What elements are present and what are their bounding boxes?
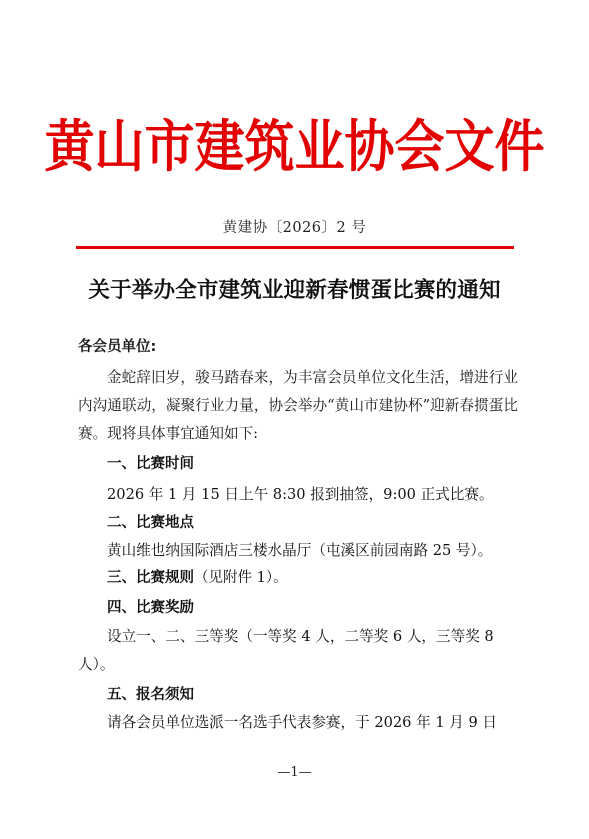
section-awards-heading: 四、比赛奖励 bbox=[107, 600, 194, 616]
section-signup-text: 请各会员单位选派一名选手代表参赛，于 2026 年 1 月 9 日 bbox=[107, 714, 498, 731]
section-place-text: 黄山维也纳国际酒店三楼水晶厅（屯溪区前园南路 25 号）。 bbox=[107, 542, 493, 559]
page-number: —1— bbox=[277, 765, 312, 780]
red-divider-line bbox=[76, 246, 514, 249]
section-awards-text-line2: 人）。 bbox=[78, 656, 115, 673]
section-time-text: 2026 年 1 月 15 日上午 8:30 报到抽签，9:00 正式比赛。 bbox=[107, 486, 494, 503]
salutation: 各会员单位: bbox=[78, 339, 157, 355]
section-rules-line bbox=[107, 566, 547, 587]
document-number: 黄建协〔2026〕2 号 bbox=[222, 220, 367, 236]
section-rules-heading: 三、比赛规则 bbox=[107, 570, 194, 586]
section-signup-heading: 五、报名须知 bbox=[107, 687, 194, 703]
section-rules-note: （见附件 1）。 bbox=[194, 570, 288, 586]
section-time-heading: 一、比赛时间 bbox=[107, 456, 194, 472]
section-place-heading: 二、比赛地点 bbox=[107, 515, 194, 531]
notice-title: 关于举办全市建筑业迎新春惯蛋比赛的通知 bbox=[88, 278, 501, 303]
masthead-title: 黄山市建筑业协会文件 bbox=[44, 113, 545, 180]
intro-paragraph: 金蛇辞旧岁，骏马踏春来，为丰富会员单位文化生活，增进行业内沟通联动，凝聚行业力量，协会举办“黄山市建协杯”迎新春掼蛋比赛。现将具体事宜通知如下: bbox=[78, 369, 518, 442]
section-awards-text-line1: 设立一、二、三等奖（一等奖 4 人，二等奖 6 人，三等奖 8 bbox=[107, 628, 494, 645]
